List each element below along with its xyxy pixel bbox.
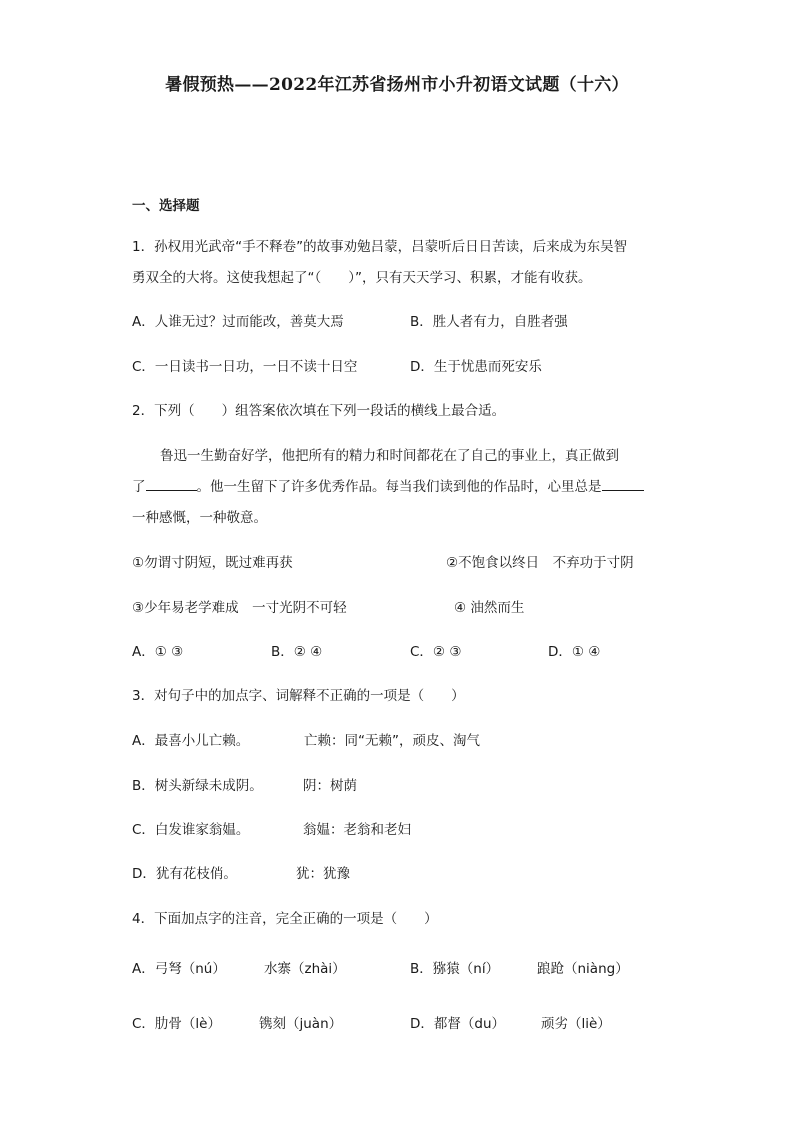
q3-option-c-meaning: 翁媪：老翁和老妇 (303, 822, 411, 838)
q3-option-a-meaning: 亡赖：同“无赖”，顽皮、淘气 (304, 733, 480, 749)
q2-option-c: C．② ③ (410, 644, 462, 660)
q3-stem: 3．对句子中的加点字、词解释不正确的一项是（ ） (132, 688, 465, 704)
q3-option-a-sentence: A．最喜小儿亡赖。 (132, 733, 250, 749)
q2-passage-text-a: 了 (132, 479, 146, 495)
q4-option-a-word1: A．弓弩（nú） (132, 961, 226, 977)
q2-option-b: B．② ④ (271, 644, 323, 660)
q4-option-a-word2: 水寨（zhài） (264, 961, 346, 977)
q4-option-c-word2: 镌刻（juàn） (259, 1016, 343, 1032)
q3-option-b-meaning: 阴：树荫 (303, 778, 357, 794)
fill-blank-2 (602, 476, 644, 491)
q3-option-c-sentence: C．白发谁家翁媪。 (132, 822, 250, 838)
fill-blank-1 (146, 476, 197, 491)
section-heading: 一、选择题 (132, 198, 200, 214)
q2-passage-line2 (132, 475, 644, 495)
q4-option-d-word2: 顽劣（liè） (541, 1016, 611, 1032)
q2-option-d: D．① ④ (548, 644, 601, 660)
q3-option-d-sentence: D．犹有花枝俏。 (132, 866, 237, 882)
q1-option-c: C．一日读书一日功，一日不读十日空 (132, 359, 358, 375)
page-title: 暑假预热——2022年江苏省扬州市小升初语文试题（十六） (165, 75, 629, 95)
q4-option-b-word2: 踉跄（niàng） (537, 961, 629, 977)
q1-option-b: B．胜人者有力，自胜者强 (410, 314, 568, 330)
q2-stem: 2．下列（ ）组答案依次填在下列一段话的横线上最合适。 (132, 403, 506, 419)
q4-stem: 4．下面加点字的注音，完全正确的一项是（ ） (132, 911, 438, 927)
q3-option-d-meaning: 犹：犹豫 (296, 866, 350, 882)
q2-passage-line1: 鲁迅一生勤奋好学，他把所有的精力和时间都花在了自己的事业上，真正做到 (160, 448, 619, 464)
q1-stem-line2: 勇双全的大将。这使我想起了“（ ）”，只有天天学习、积累，才能有收获。 (132, 270, 592, 286)
q2-passage-text-b: 。他一生留下了许多优秀作品。每当我们读到他的作品时，心里总是 (196, 479, 602, 495)
q2-choice-1: ①勿谓寸阴短，既过难再获 (132, 555, 293, 571)
q2-choice-2: ②不饱食以终日 不弃功于寸阴 (446, 555, 634, 571)
q2-passage-line3: 一种感慨，一种敬意。 (132, 510, 267, 526)
q1-option-a: A．人谁无过？过而能改，善莫大焉 (132, 314, 344, 330)
q2-choice-4: ④ 油然而生 (454, 600, 525, 616)
q2-option-a: A．① ③ (132, 644, 184, 660)
q4-option-c-word1: C．肋骨（lè） (132, 1016, 221, 1032)
q2-choice-3: ③少年易老学难成 一寸光阴不可轻 (132, 600, 347, 616)
q4-option-b-word1: B．猕猿（ní） (410, 961, 500, 977)
q1-stem-line1: 1．孙权用光武帝“手不释卷”的故事劝勉吕蒙，吕蒙听后日日苦读，后来成为东吴智 (132, 239, 628, 255)
q3-option-b-sentence: B．树头新绿未成阴。 (132, 778, 263, 794)
q1-option-d: D．生于忧患而死安乐 (410, 359, 542, 375)
q4-option-d-word1: D．都督（du） (410, 1016, 506, 1032)
